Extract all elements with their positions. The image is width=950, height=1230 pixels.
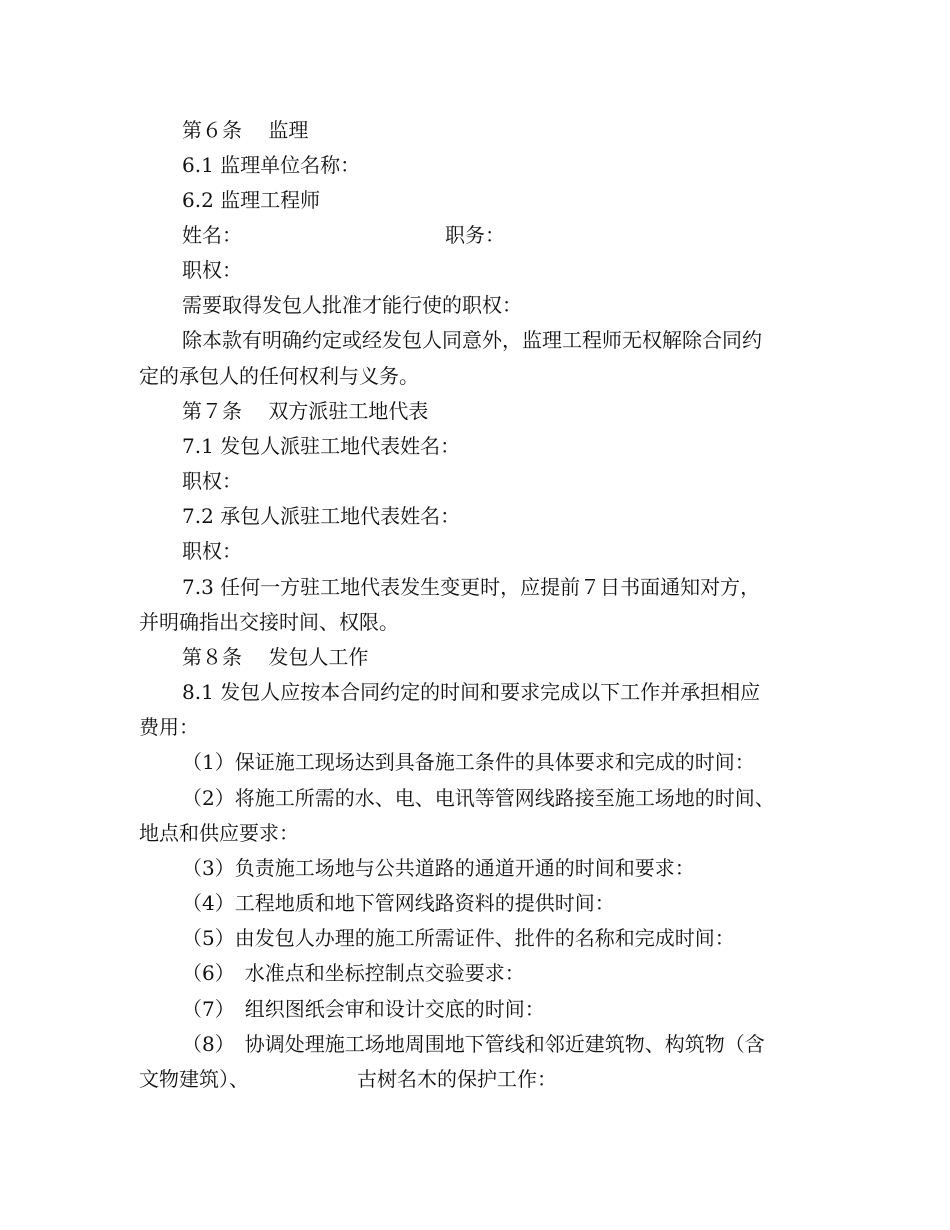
clause-7-2: 7.2 承包人派驻工地代表姓名： [182, 504, 461, 528]
clause-8-1-line-2: 费用： [139, 715, 199, 739]
authority-label: 职权： [182, 258, 242, 282]
clause-7-3-line-1: 7.3 任何一方驻工地代表发生变更时，应提前７日书面通知对方， [182, 575, 761, 599]
item-2-line-2: 地点和供应要求： [139, 821, 299, 845]
clause-8-1-line-1: 8.1 发包人应按本合同约定的时间和要求完成以下工作并承担相应 [182, 680, 761, 704]
item-8-line-2-part-2: 古树名木的保护工作： [357, 1067, 557, 1091]
name-label: 姓名： [182, 223, 242, 247]
clause-7-3-line-2: 并明确指出交接时间、权限。 [139, 610, 399, 634]
clause-7-1: 7.1 发包人派驻工地代表姓名： [182, 434, 461, 458]
item-2-line-1: （2）将施工所需的水、电、电讯等管网线路接至施工场地的时间、 [182, 786, 775, 810]
authority-label-7-1: 职权： [182, 469, 242, 493]
article-6-heading: 第６条 监理 [182, 118, 309, 142]
approval-required-authority: 需要取得发包人批准才能行使的职权： [182, 293, 522, 317]
position-label: 职务： [445, 223, 505, 247]
clause-6-1: 6.1 监理单位名称： [182, 153, 361, 177]
item-6: （6） 水准点和坐标控制点交验要求： [182, 961, 525, 985]
authority-label-7-2: 职权： [182, 539, 242, 563]
article-8-heading: 第８条 发包人工作 [182, 645, 369, 669]
item-7: （7） 组织图纸会审和设计交底的时间： [182, 997, 545, 1021]
article-7-heading: 第７条 双方派驻工地代表 [182, 399, 429, 423]
item-8-line-1: （8） 协调处理施工场地周围地下管线和邻近建筑物、构筑物（含 [182, 1032, 765, 1056]
clause-6-2: 6.2 监理工程师 [182, 188, 321, 212]
supervisor-restriction-line-1: 除本款有明确约定或经发包人同意外，监理工程师无权解除合同约 [182, 328, 762, 352]
item-4: （4）工程地质和地下管网线路资料的提供时间： [182, 891, 615, 915]
supervisor-restriction-line-2: 定的承包人的任何权利与义务。 [139, 364, 419, 388]
item-8-line-2-part-1: 文物建筑）、 [139, 1067, 249, 1091]
item-1: （1）保证施工现场达到具备施工条件的具体要求和完成的时间： [182, 750, 755, 774]
item-5: （5）由发包人办理的施工所需证件、批件的名称和完成时间： [182, 926, 735, 950]
item-3: （3）负责施工场地与公共道路的通道开通的时间和要求： [182, 856, 695, 880]
